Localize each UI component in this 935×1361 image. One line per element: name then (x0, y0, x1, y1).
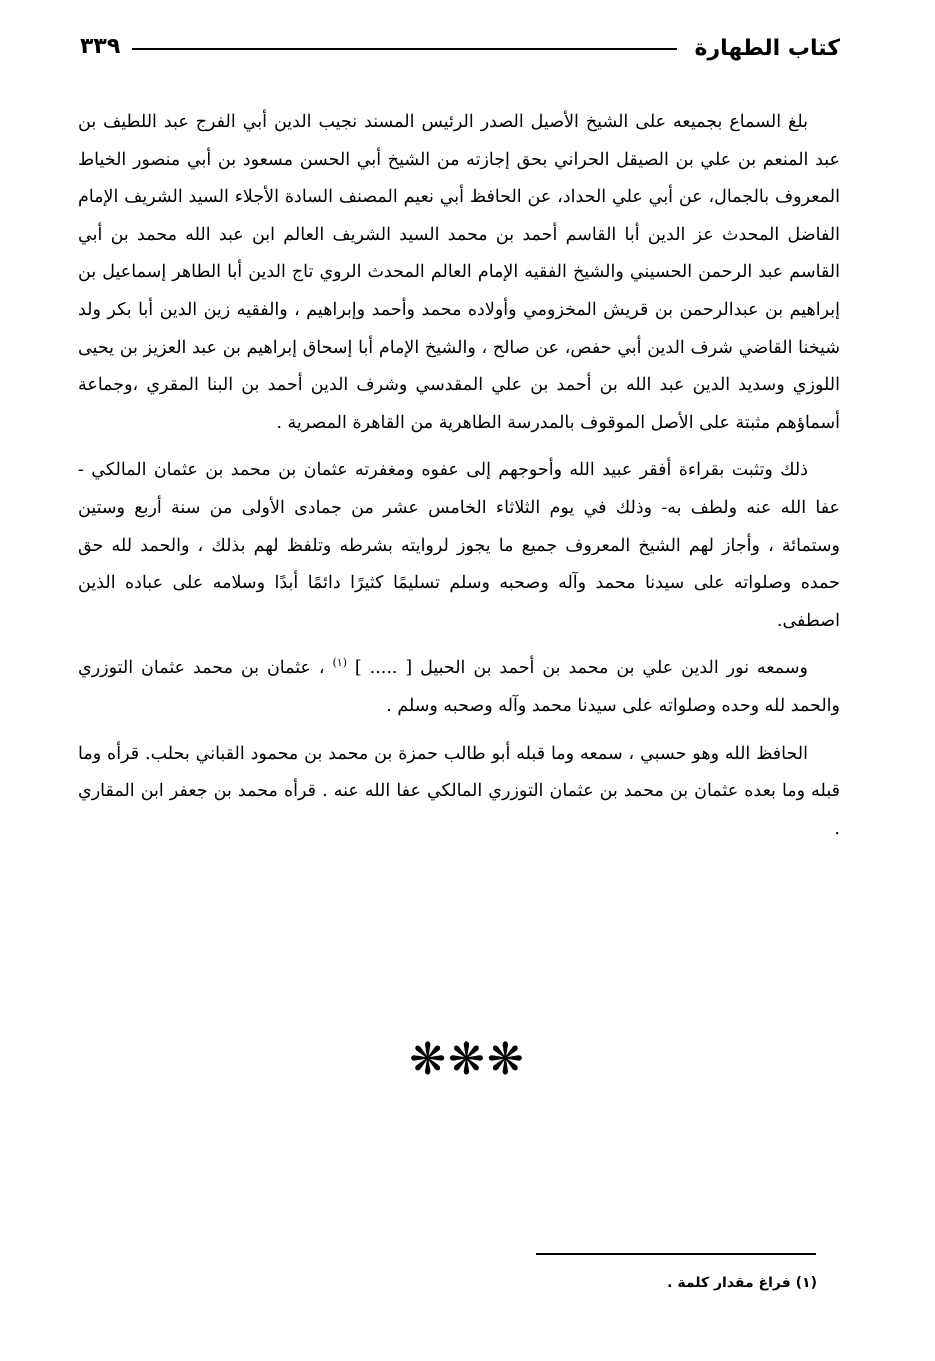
paragraph-listener-record (78, 650, 840, 725)
main-text (78, 104, 840, 858)
footnote-rule (536, 1253, 816, 1255)
paragraph-listener-text-start: وسمعه نور الدين علي بن محمد بن أحمد بن الحبيل [ ..... ] (354, 658, 808, 679)
running-header (80, 28, 840, 68)
paragraph-sama-record: بلغ السماع بجميعه على الشيخ الأصيل الصدر الرئيس المسند نجيب الدين أبي الفرج عبد اللطيف بن عبد المنعم بن علي بن الصيقل الحراني بحق إجازته من الشيخ أبي الحسن مسعود بن أبي منصور الخياط المعروف بالجمال، عن أبي علي الحداد، عن الحافظ أبي نعيم المصنف السادة الأجلاء السيد الشريف الإمام الفاضل المحدث عز الدين أبا القاسم أحمد بن محمد السيد الشريف العالم ابن عبد الله محمد بن أبي القاسم عبد الرحمن الحسيني والشيخ الفقيه الإمام العالم المحدث الروي تاج الدين أبا الطاهر إسماعيل بن إبراهيم بن عبدالرحمن بن قريش المخزومي وأولاده محمد وأحمد وإبراهيم ، والفقيه زين الدين أبا بكر ولد شيخنا القاضي شرف الدين أبي حفص، عن صالح ، والشيخ الإمام أبا إسحاق إبراهيم بن عبد العزيز بن يحيى اللوزي وسديد الدين عبد الله بن أحمد بن علي المقدسي وشرف الدين أحمد بن البنا المقري ،وجماعة أسماؤهم مثبتة على الأصل الموقوف بالمدرسة الطاهرية من القاهرة المصرية . (78, 112, 840, 433)
footnote-text: (١) فراغ مقدار كلمة . (667, 1275, 817, 1291)
page-number: ٣٣٩ (80, 34, 121, 59)
paragraph-aleppo-record: الحافظ الله وهو حسبي ، سمعه وما قبله أبو طالب حمزة بن محمد بن محمود القباني بحلب. قرأه وما قبله وما بعده عثمان بن محمد بن عثمان التوزري المالكي عفا الله عنه . قرأه محمد بن جعفر ابن المقاري . (78, 743, 840, 839)
footnote-reference[interactable]: (١) (332, 656, 347, 670)
paragraph-listener-text-end: ، عثمان بن محمد عثمان التوزري والحمد لله وحده وصلواته على سيدنا محمد وآله وصحبه وسلم . (78, 658, 840, 716)
paragraph-reading-record: ذلك وتثبت بقراءة أفقر عبيد الله وأحوجهم إلى عفوه ومغفرته عثمان بن محمد بن عثمان المالكي - عفا الله عنه ولطف به- وذلك في يوم الثلاثاء الخامس عشر من جمادى الأولى من سنة أربع وستين وستمائة ، وأجاز لهم الشيخ المعروف جميع ما يجوز لروايته بشرطه وتلفظ لهم بذلك ، والحمد لله حق حمده وصلواته على سيدنا محمد وآله وصحبه وسلم تسليمًا كثيرًا دائمًا أبدًا وسلامه على عباده الذين اصطفى. (78, 460, 840, 631)
header-rule (132, 48, 677, 50)
section-separator-asterisks: ❋❋❋ (409, 1034, 526, 1085)
chapter-title: كتاب الطهارة (694, 36, 840, 61)
